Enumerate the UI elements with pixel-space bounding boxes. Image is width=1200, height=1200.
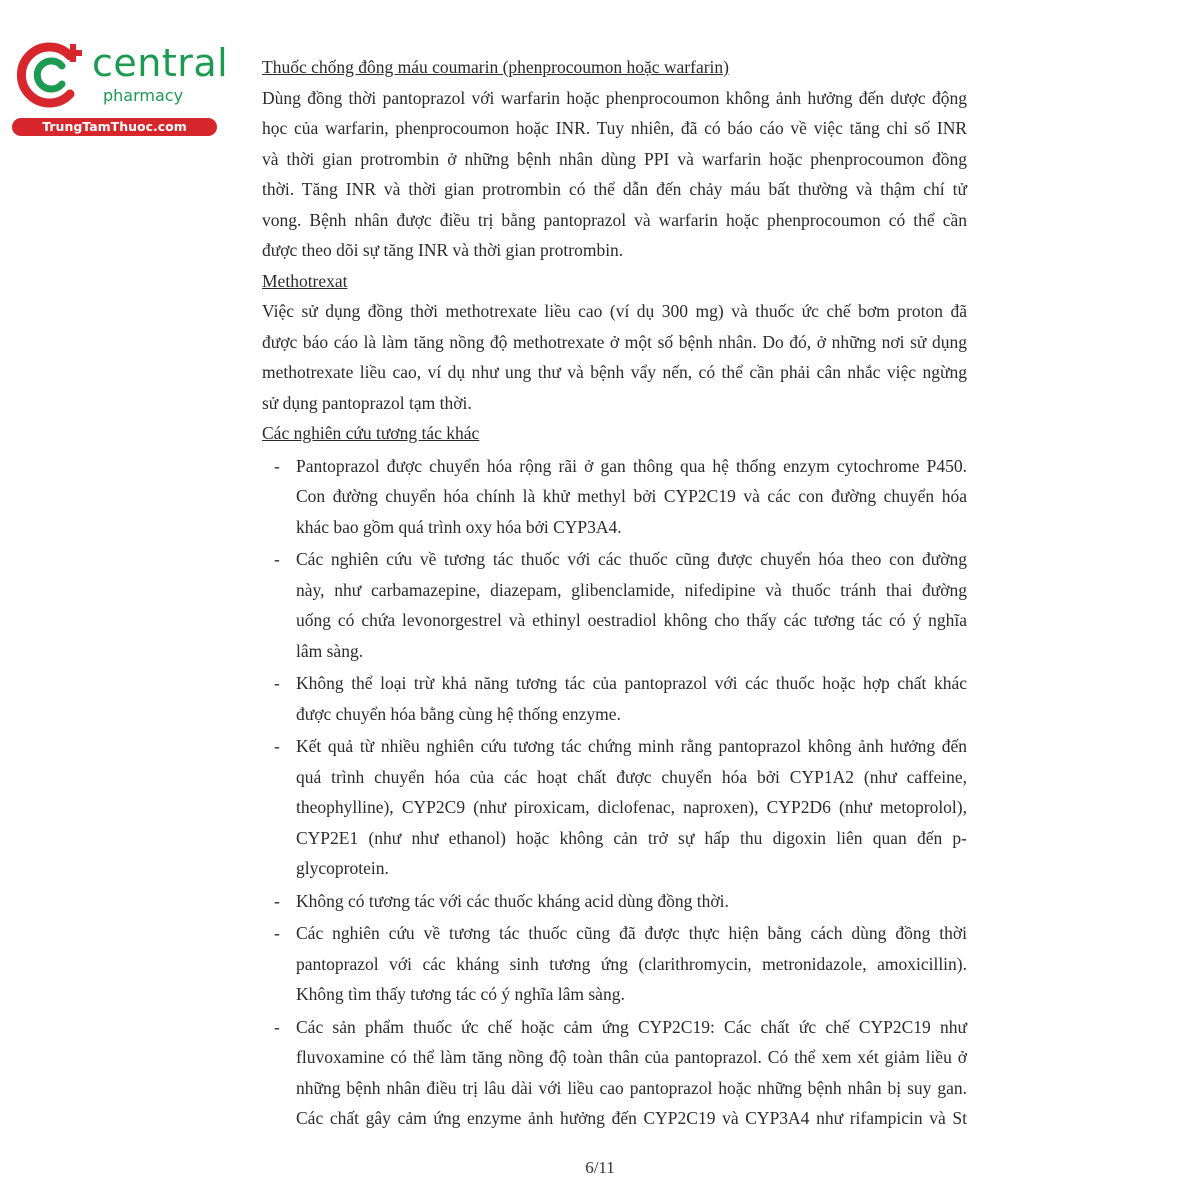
paragraph-line: được báo cáo là làm tăng nồng độ methotrexate ở một số bệnh nhân. Do đó, ở những nơi sử dụng [262, 331, 967, 352]
list-bullet: - [274, 736, 280, 756]
section-heading-coumarin: Thuốc chống đông máu coumarin (phenprocoumon hoặc warfarin) [262, 57, 729, 77]
paragraph-line: Việc sử dụng đồng thời methotrexate liều cao (ví dụ 300 mg) và thuốc ức chế bơm proton đã [262, 301, 967, 321]
list-bullet: - [274, 549, 280, 569]
central-pharmacy-logo-icon [12, 36, 90, 114]
list-item-line: này, như carbamazepine, diazepam, glibenclamide, nifedipine và thuốc tránh thai đường [296, 579, 967, 600]
document-body [262, 52, 967, 1136]
list-bullet: - [274, 890, 280, 911]
list-item-line: theophylline), CYP2C9 (như piroxicam, diclofenac, naproxen), CYP2D6 (như metoprolol), [296, 797, 967, 817]
list-item-line: Kết quả từ nhiều nghiên cứu tương tác chứng minh rằng pantoprazol không ảnh hưởng đến [296, 736, 967, 756]
list-item-line: Con đường chuyển hóa chính là khử methyl bởi CYP2C19 và các con đường chuyển hóa [296, 486, 967, 506]
list-bullet: - [274, 923, 280, 943]
list-item-line: Các sản phẩm thuốc ức chế hoặc cảm ứng CYP2C19: Các chất ức chế CYP2C19 như [296, 1016, 967, 1037]
list-item [262, 886, 967, 917]
list-bullet: - [274, 1016, 280, 1037]
list-item-line: những bệnh nhân điều trị lâu dài với liều cao pantoprazol hoặc những bệnh nhân bị suy gan. [296, 1077, 967, 1098]
list-item [262, 668, 967, 729]
list-item [262, 451, 967, 543]
paragraph-line: học của warfarin, phenprocoumon hoặc INR. Tuy nhiên, đã có báo cáo về việc tăng chỉ số INR [262, 118, 967, 138]
list-bullet: - [274, 455, 280, 476]
brand-name: central [92, 41, 229, 85]
list-item-line: được chuyển hóa bằng cùng hệ thống enzyme. [296, 703, 621, 724]
paragraph-line: được theo dõi sự tăng INR và thời gian protrombin. [262, 240, 624, 260]
paragraph-line: methotrexate liều cao, ví dụ như ung thư và bệnh vẩy nến, có thể cần phải cân nhắc việc ngừng [262, 362, 967, 382]
brand-website: TrungTamThuoc.com [12, 118, 217, 136]
list-item-line: Pantoprazol được chuyển hóa rộng rãi ở gan thông qua hệ thống enzym cytochrome P450. [296, 455, 967, 476]
paragraph-methotrexat [262, 296, 967, 418]
central-pharmacy-logo [8, 36, 229, 136]
paragraph-line: Dùng đồng thời pantoprazol với warfarin hoặc phenprocoumon không ảnh hưởng đến dược động [262, 87, 967, 108]
list-item [262, 918, 967, 1010]
list-item-line: CYP2E1 (như như ethanol) hoặc không cản trở sự hấp thu digoxin liên quan đến p- [296, 827, 967, 848]
list-item-line: fluvoxamine có thể làm tăng nồng độ toàn thân của pantoprazol. Có thể xem xét giảm liều ở [296, 1047, 967, 1067]
list-bullet: - [274, 673, 280, 693]
list-item-line: Các nghiên cứu về tương tác thuốc cũng đã được thực hiện bằng cách dùng đồng thời [296, 923, 967, 943]
paragraph-line: sử dụng pantoprazol tạm thời. [262, 392, 472, 413]
list-item-line: lâm sàng. [296, 640, 364, 661]
list-item-line: uống có chứa levonorgestrel và ethinyl oestradiol không cho thấy các tương tác có ý nghĩa [296, 610, 967, 630]
list-item-line: khác bao gồm quá trình oxy hóa bởi CYP3A4. [296, 516, 622, 537]
list-item-line: Không có tương tác với các thuốc kháng acid dùng đồng thời. [296, 890, 729, 911]
list-item-line: Không tìm thấy tương tác có ý nghĩa lâm sàng. [296, 984, 625, 1004]
list-item-line: Các nghiên cứu về tương tác thuốc với các thuốc cũng được chuyển hóa theo con đường [296, 549, 967, 569]
list-item-line: Không thể loại trừ khả năng tương tác của pantoprazol với các thuốc hoặc hợp chất khác [296, 673, 967, 693]
list-item [262, 544, 967, 666]
list-item-line: glycoprotein. [296, 858, 389, 878]
section-heading-methotrexat: Methotrexat [262, 270, 348, 291]
section-heading-other-interactions: Các nghiên cứu tương tác khác [262, 423, 480, 443]
paragraph-line: vong. Bệnh nhân được điều trị bằng pantoprazol và warfarin hoặc phenprocoumon có thể cần [262, 209, 967, 230]
paragraph-coumarin [262, 83, 967, 266]
list-item [262, 731, 967, 884]
list-item-line: pantoprazol với các kháng sinh tương ứng (clarithromycin, metronidazole, amoxicillin). [296, 953, 967, 974]
list-item-line: quá trình chuyển hóa của các hoạt chất được chuyển hóa bởi CYP1A2 (như caffeine, [296, 766, 967, 787]
paragraph-line: và thời gian protrombin ở những bệnh nhân dùng PPI và warfarin hoặc phenprocoumon đồng [262, 148, 967, 169]
brand-tagline: pharmacy [103, 86, 184, 105]
list-item [262, 1012, 967, 1134]
interaction-list [262, 451, 967, 1134]
paragraph-line: thời. Tăng INR và thời gian protrombin có thể dẫn đến chảy máu bất thường và thậm chí tử [262, 179, 967, 199]
list-item-line: Các chất gây cảm ứng enzyme ảnh hưởng đến CYP2C19 và CYP3A4 như rifampicin và St [296, 1108, 967, 1128]
page-number: 6/11 [585, 1158, 615, 1177]
